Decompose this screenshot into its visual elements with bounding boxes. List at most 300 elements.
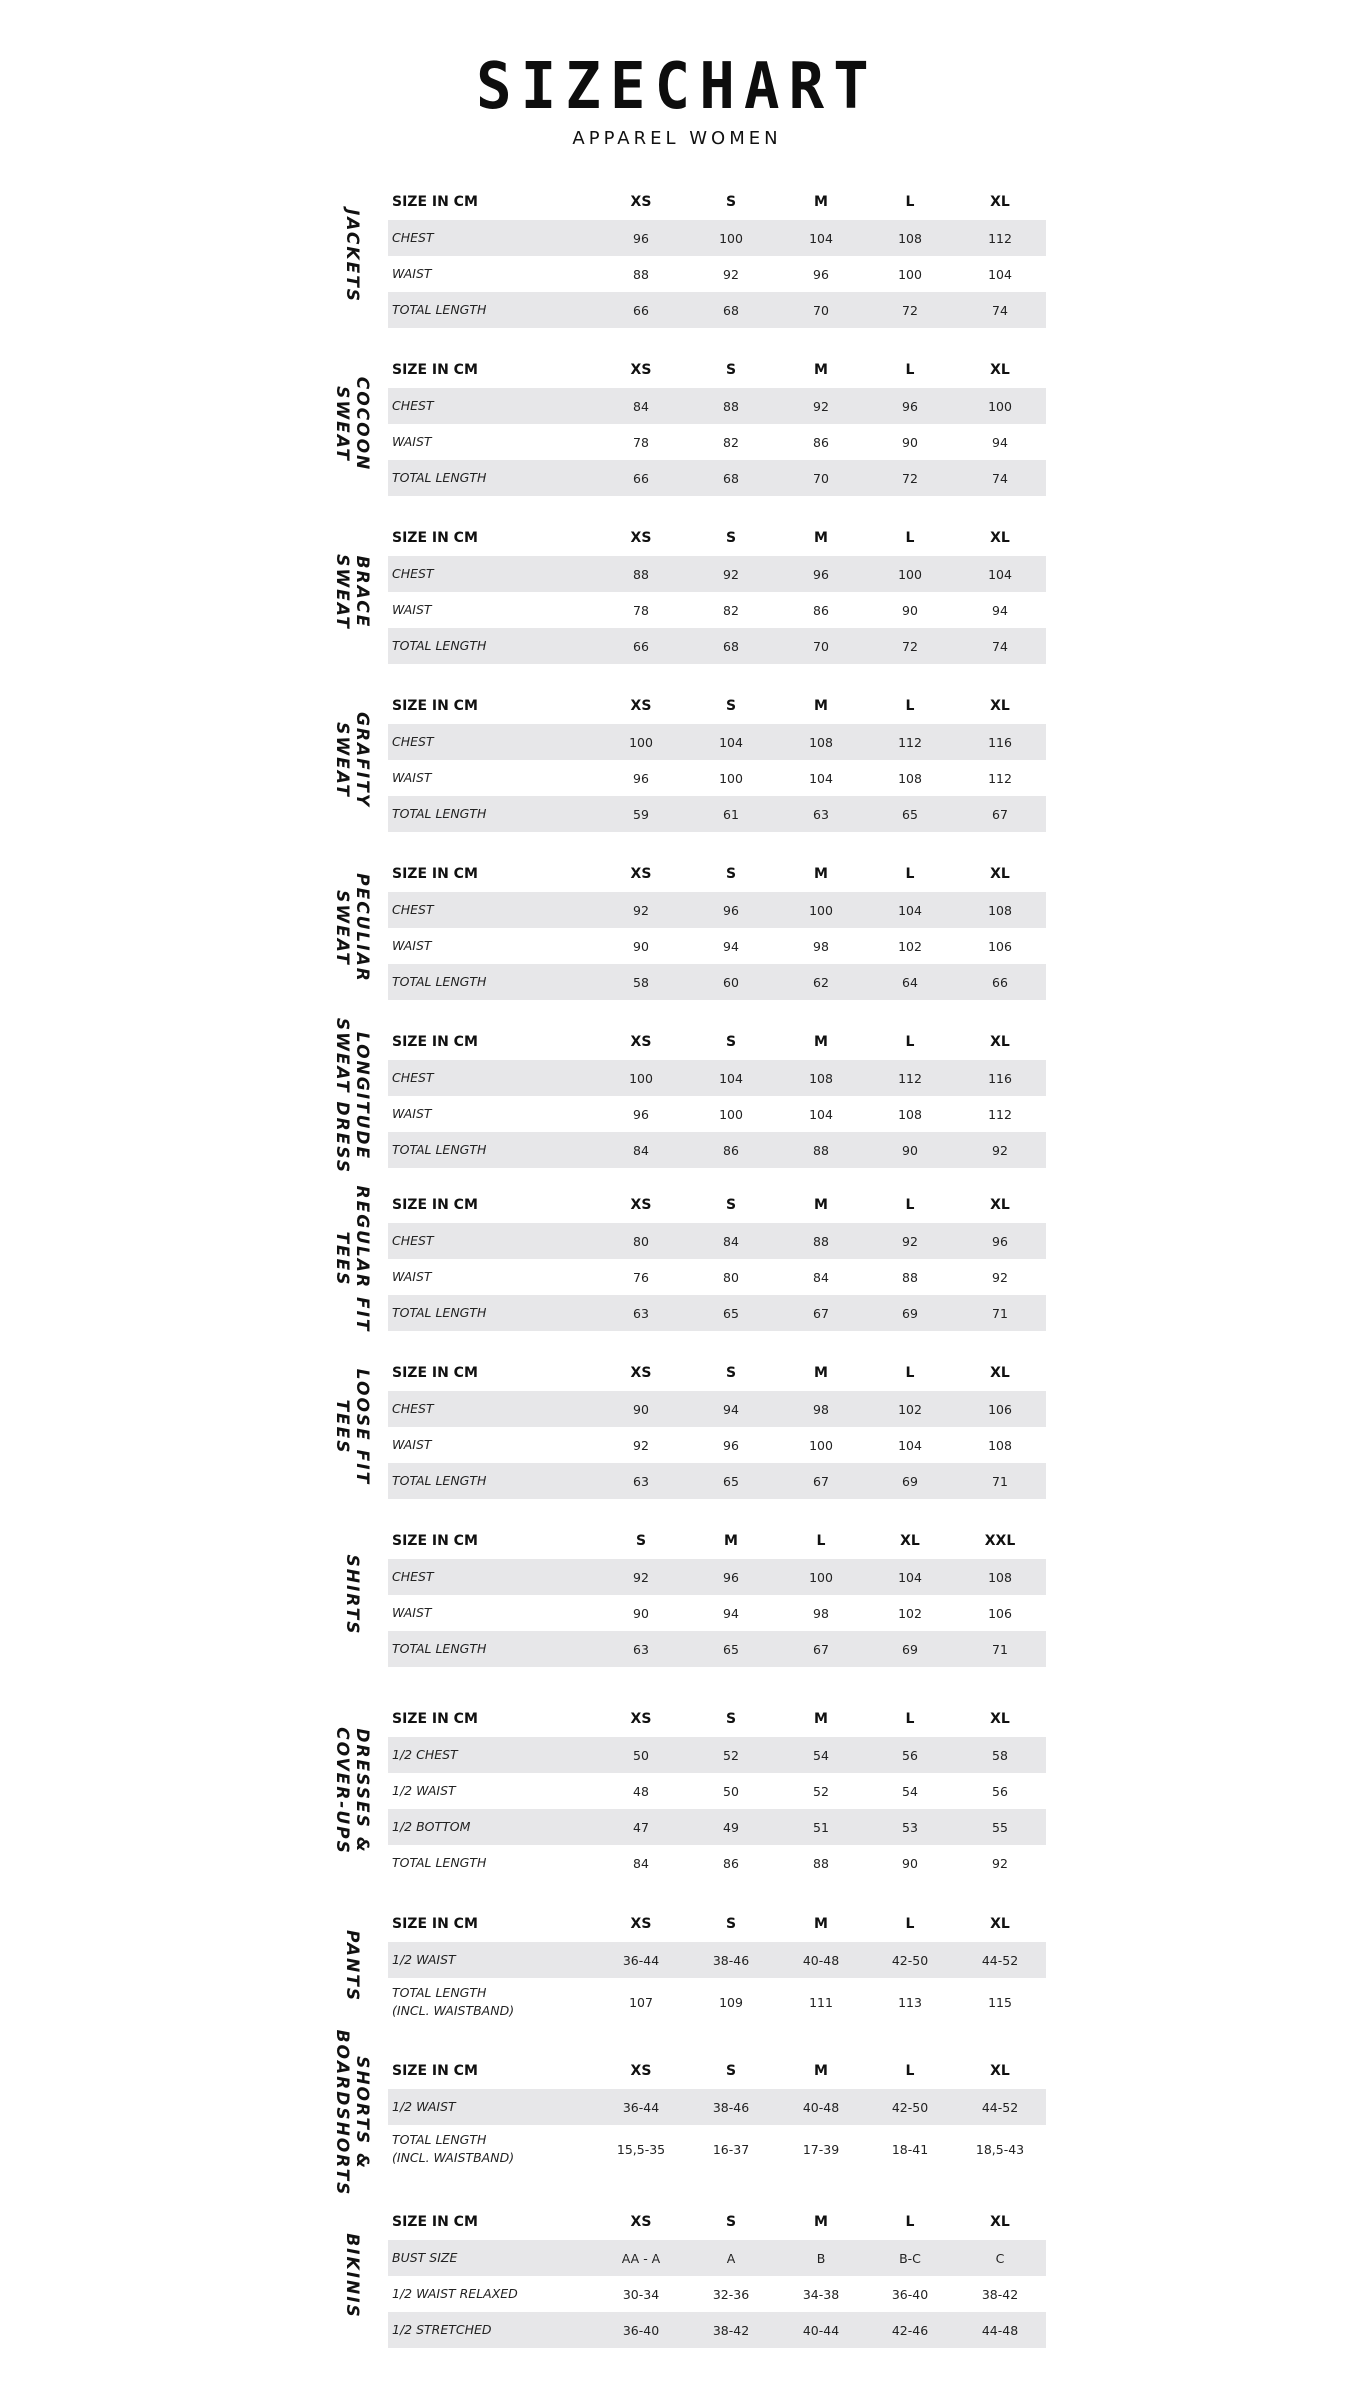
measurement-value: 100 xyxy=(898,266,922,282)
size-table xyxy=(388,520,1046,664)
measurement-value: 36-40 xyxy=(622,2322,660,2338)
measurement-label-line: BUST SIZE xyxy=(392,2250,458,2265)
measurement-value: 65 xyxy=(723,1473,739,1489)
measurement-value: 47 xyxy=(633,1819,649,1835)
header-size-cell: M xyxy=(814,362,828,378)
table-row xyxy=(388,1391,1046,1427)
page-header xyxy=(0,52,1354,149)
header-size-in-cm: SIZE IN CM xyxy=(392,1533,478,1549)
header-size-cell: S xyxy=(725,1365,737,1381)
measurement-value: 58 xyxy=(633,974,649,990)
measurement-label xyxy=(392,1809,470,1845)
measurement-value: 48 xyxy=(633,1783,649,1799)
measurement-value: 106 xyxy=(988,1605,1012,1621)
measurement-value: 72 xyxy=(902,302,918,318)
measurement-value: 96 xyxy=(992,1233,1008,1249)
header-size-cell: S xyxy=(725,194,737,210)
measurement-value: 68 xyxy=(723,638,739,654)
measurement-label-line: (INCL. WAISTBAND) xyxy=(392,2150,515,2165)
measurement-value: 94 xyxy=(723,938,739,954)
measurement-value: 53 xyxy=(902,1819,918,1835)
category-label-text xyxy=(332,554,372,630)
header-size-in-cm: SIZE IN CM xyxy=(392,1197,478,1213)
measurement-value: 90 xyxy=(902,1855,918,1871)
category-label xyxy=(320,1017,384,1175)
header-size-cell: XS xyxy=(630,2214,652,2230)
header-size-cell: XS xyxy=(630,1711,652,1727)
category-label-text xyxy=(342,1555,362,1636)
category-label-text xyxy=(332,1018,372,1174)
measurement-label xyxy=(392,1259,432,1295)
size-table xyxy=(388,1906,1046,2026)
size-table xyxy=(388,184,1046,328)
measurement-label xyxy=(392,2240,457,2276)
measurement-value: 68 xyxy=(723,302,739,318)
header-size-cell: XL xyxy=(990,1711,1010,1727)
size-section xyxy=(320,2029,1046,2197)
table-header-row xyxy=(388,1355,1046,1391)
measurement-label-line: TOTAL LENGTH xyxy=(392,638,487,653)
size-section xyxy=(320,184,1046,328)
size-table xyxy=(388,1187,1046,1331)
measurement-value: 96 xyxy=(723,902,739,918)
measurement-value: 100 xyxy=(719,1106,743,1122)
measurement-label xyxy=(392,796,486,832)
measurement-label-line: CHEST xyxy=(392,1233,434,1248)
table-row xyxy=(388,1559,1046,1595)
measurement-label-line: WAIST xyxy=(392,770,432,785)
measurement-label xyxy=(392,1631,486,1667)
category-label xyxy=(320,2204,384,2348)
measurement-value: 84 xyxy=(633,1855,649,1871)
measurement-value: 70 xyxy=(813,470,829,486)
measurement-label-line: 1/2 WAIST xyxy=(392,1783,456,1798)
header-size-cell: S xyxy=(725,1711,737,1727)
category-label-text xyxy=(332,1186,372,1333)
size-section xyxy=(320,1523,1046,1667)
measurement-value: 63 xyxy=(633,1305,649,1321)
measurement-value: 108 xyxy=(898,230,922,246)
category-label xyxy=(320,184,384,328)
measurement-value: 108 xyxy=(809,1070,833,1086)
table-row xyxy=(388,2312,1046,2348)
measurement-value: 90 xyxy=(633,938,649,954)
category-label-text xyxy=(342,209,362,303)
category-label-line: SWEAT xyxy=(332,386,352,462)
measurement-label-line: WAIST xyxy=(392,1269,432,1284)
table-header-row xyxy=(388,1906,1046,1942)
measurement-label xyxy=(392,592,432,628)
measurement-value: 84 xyxy=(633,398,649,414)
header-size-in-cm: SIZE IN CM xyxy=(392,2214,478,2230)
measurement-value: 104 xyxy=(809,1106,833,1122)
measurement-value: 42-50 xyxy=(891,2099,929,2115)
header-size-cell: XL xyxy=(990,362,1010,378)
page-title: SIZECHART xyxy=(476,50,878,124)
measurement-value: 108 xyxy=(988,1437,1012,1453)
measurement-label xyxy=(392,1295,486,1331)
measurement-value: A xyxy=(726,2250,736,2266)
measurement-value: 111 xyxy=(809,1994,833,2010)
category-label-line: SHIRTS xyxy=(342,1554,362,1636)
size-section xyxy=(320,688,1046,832)
measurement-value: 49 xyxy=(723,1819,739,1835)
measurement-label xyxy=(392,424,432,460)
measurement-label xyxy=(392,628,486,664)
header-size-cell: L xyxy=(905,1365,915,1381)
measurement-value: 74 xyxy=(992,302,1008,318)
header-size-cell: L xyxy=(905,1034,915,1050)
measurement-value: 108 xyxy=(898,1106,922,1122)
table-row xyxy=(388,292,1046,328)
header-size-cell: XS xyxy=(630,866,652,882)
measurement-value: 40-48 xyxy=(802,2099,840,2115)
measurement-label-line: WAIST xyxy=(392,1106,432,1121)
measurement-value: 90 xyxy=(633,1605,649,1621)
measurement-value: 100 xyxy=(809,1569,833,1585)
table-header-row xyxy=(388,1701,1046,1737)
measurement-value: 38-42 xyxy=(712,2322,750,2338)
measurement-label-line: TOTAL LENGTH xyxy=(392,806,487,821)
header-size-in-cm: SIZE IN CM xyxy=(392,362,478,378)
measurement-label xyxy=(392,1096,432,1132)
table-row xyxy=(388,928,1046,964)
measurement-value: 100 xyxy=(809,1437,833,1453)
measurement-value: 17-39 xyxy=(802,2141,840,2157)
measurement-value: 44-48 xyxy=(981,2322,1019,2338)
header-size-cell: M xyxy=(814,1034,828,1050)
measurement-label xyxy=(392,2125,514,2173)
header-size-cell: S xyxy=(725,866,737,882)
measurement-label-line: TOTAL LENGTH xyxy=(392,302,487,317)
measurement-label xyxy=(392,2312,492,2348)
category-label-line: COVER-UPS xyxy=(332,1727,352,1855)
size-table xyxy=(388,1523,1046,1667)
measurement-value: 66 xyxy=(633,470,649,486)
measurement-value: 40-48 xyxy=(802,1952,840,1968)
size-table xyxy=(388,1701,1046,1881)
measurement-value: 98 xyxy=(813,1401,829,1417)
header-size-cell: XS xyxy=(630,362,652,378)
measurement-label-line: TOTAL LENGTH xyxy=(392,1985,487,2000)
header-size-cell: M xyxy=(814,2063,828,2079)
measurement-value: 107 xyxy=(629,1994,653,2010)
table-row xyxy=(388,1132,1046,1168)
category-label xyxy=(320,1906,384,2026)
measurement-value: 100 xyxy=(988,398,1012,414)
measurement-value: 100 xyxy=(629,1070,653,1086)
category-label-line: PECULIAR xyxy=(352,873,372,983)
table-header-row xyxy=(388,1523,1046,1559)
measurement-label-line: TOTAL LENGTH xyxy=(392,2132,487,2147)
measurement-value: 104 xyxy=(988,566,1012,582)
table-header-row xyxy=(388,520,1046,556)
measurement-value: 68 xyxy=(723,470,739,486)
table-row xyxy=(388,220,1046,256)
measurement-value: 96 xyxy=(723,1569,739,1585)
measurement-value: 54 xyxy=(813,1747,829,1763)
size-section xyxy=(320,856,1046,1000)
measurement-value: 30-34 xyxy=(622,2286,660,2302)
measurement-value: 36-44 xyxy=(622,2099,660,2115)
measurement-value: 38-46 xyxy=(712,2099,750,2115)
size-table xyxy=(388,856,1046,1000)
header-size-cell: L xyxy=(905,1711,915,1727)
category-label xyxy=(320,856,384,1000)
table-row xyxy=(388,1773,1046,1809)
header-size-in-cm: SIZE IN CM xyxy=(392,866,478,882)
measurement-value: 44-52 xyxy=(981,2099,1019,2115)
measurement-value: 100 xyxy=(898,566,922,582)
measurement-value: 102 xyxy=(898,1401,922,1417)
measurement-label-line: TOTAL LENGTH xyxy=(392,1641,487,1656)
measurement-label-line: 1/2 WAIST xyxy=(392,2099,456,2114)
measurement-label-line: WAIST xyxy=(392,938,432,953)
measurement-value: 18-41 xyxy=(891,2141,929,2157)
measurement-value: 36-40 xyxy=(891,2286,929,2302)
measurement-value: 42-46 xyxy=(891,2322,929,2338)
measurement-value: 66 xyxy=(633,638,649,654)
measurement-value: 69 xyxy=(902,1305,918,1321)
measurement-label-line: TOTAL LENGTH xyxy=(392,1855,487,1870)
measurement-value: 104 xyxy=(719,734,743,750)
measurement-value: 56 xyxy=(992,1783,1008,1799)
header-size-cell: XL xyxy=(990,1197,1010,1213)
table-row xyxy=(388,796,1046,832)
category-label-line: TEES xyxy=(332,1399,352,1455)
measurement-label xyxy=(392,1427,432,1463)
measurement-value: B xyxy=(816,2250,826,2266)
measurement-label xyxy=(392,556,434,592)
measurement-value: 44-52 xyxy=(981,1952,1019,1968)
measurement-value: 86 xyxy=(813,602,829,618)
header-size-cell: M xyxy=(814,2214,828,2230)
measurement-value: 92 xyxy=(813,398,829,414)
size-section xyxy=(320,1017,1046,1175)
measurement-label xyxy=(392,964,486,1000)
measurement-value: 88 xyxy=(633,266,649,282)
measurement-label-line: TOTAL LENGTH xyxy=(392,470,487,485)
measurement-value: 96 xyxy=(633,230,649,246)
measurement-value: 104 xyxy=(898,1569,922,1585)
table-row xyxy=(388,1978,1046,2026)
measurement-value: 92 xyxy=(633,1437,649,1453)
measurement-label xyxy=(392,1737,458,1773)
measurement-label-line: 1/2 WAIST xyxy=(392,1952,456,1967)
category-label-line: SWEAT xyxy=(332,554,352,630)
measurement-label xyxy=(392,1559,434,1595)
measurement-value: 54 xyxy=(902,1783,918,1799)
header-size-cell: XL xyxy=(990,2214,1010,2230)
measurement-label-line: WAIST xyxy=(392,434,432,449)
measurement-value: 96 xyxy=(813,566,829,582)
table-row xyxy=(388,1942,1046,1978)
category-label-text xyxy=(332,377,372,472)
measurement-value: 42-50 xyxy=(891,1952,929,1968)
table-header-row xyxy=(388,2204,1046,2240)
table-row xyxy=(388,964,1046,1000)
page-subtitle: APPAREL WOMEN xyxy=(572,128,782,149)
header-size-cell: XS xyxy=(630,530,652,546)
measurement-label-line: CHEST xyxy=(392,230,434,245)
measurement-label-line: WAIST xyxy=(392,266,432,281)
table-header-row xyxy=(388,1024,1046,1060)
table-header-row xyxy=(388,2053,1046,2089)
measurement-value: 94 xyxy=(992,434,1008,450)
measurement-value: 108 xyxy=(898,770,922,786)
measurement-label xyxy=(392,460,486,496)
table-row xyxy=(388,1845,1046,1881)
table-row xyxy=(388,1060,1046,1096)
measurement-value: 104 xyxy=(898,902,922,918)
header-size-cell: XL xyxy=(990,1034,1010,1050)
measurement-value: 82 xyxy=(723,602,739,618)
measurement-label-line: TOTAL LENGTH xyxy=(392,1473,487,1488)
category-label xyxy=(320,2029,384,2197)
measurement-label xyxy=(392,1845,486,1881)
measurement-value: 90 xyxy=(902,434,918,450)
measurement-value: 74 xyxy=(992,638,1008,654)
header-size-cell: S xyxy=(725,698,737,714)
measurement-value: 112 xyxy=(898,734,922,750)
size-section xyxy=(320,1187,1046,1331)
measurement-value: 104 xyxy=(809,230,833,246)
table-row xyxy=(388,892,1046,928)
measurement-value: 96 xyxy=(633,1106,649,1122)
header-size-cell: XS xyxy=(630,1365,652,1381)
table-header-row xyxy=(388,856,1046,892)
measurement-value: 40-44 xyxy=(802,2322,840,2338)
table-row xyxy=(388,1096,1046,1132)
measurement-value: 65 xyxy=(723,1641,739,1657)
header-size-in-cm: SIZE IN CM xyxy=(392,1711,478,1727)
measurement-value: 69 xyxy=(902,1641,918,1657)
measurement-value: 82 xyxy=(723,434,739,450)
measurement-value: 69 xyxy=(902,1473,918,1489)
measurement-label xyxy=(392,1132,486,1168)
table-row xyxy=(388,2089,1046,2125)
header-size-cell: M xyxy=(814,1711,828,1727)
header-size-in-cm: SIZE IN CM xyxy=(392,1034,478,1050)
size-section xyxy=(320,1906,1046,2026)
measurement-value: 104 xyxy=(809,770,833,786)
table-row xyxy=(388,424,1046,460)
table-row xyxy=(388,2240,1046,2276)
measurement-label-line: (INCL. WAISTBAND) xyxy=(392,2003,515,2018)
header-size-cell: XS xyxy=(630,2063,652,2079)
measurement-label-line: WAIST xyxy=(392,602,432,617)
measurement-label-line: CHEST xyxy=(392,734,434,749)
measurement-value: 16-37 xyxy=(712,2141,750,2157)
header-size-cell: S xyxy=(725,1197,737,1213)
measurement-value: 98 xyxy=(813,1605,829,1621)
measurement-label xyxy=(392,1391,434,1427)
measurement-value: 100 xyxy=(629,734,653,750)
measurement-value: 100 xyxy=(719,230,743,246)
table-row xyxy=(388,1295,1046,1331)
size-section xyxy=(320,352,1046,496)
measurement-label-line: 1/2 STRETCHED xyxy=(392,2322,492,2337)
measurement-value: 109 xyxy=(719,1994,743,2010)
measurement-value: 92 xyxy=(992,1269,1008,1285)
category-label-line: BIKINIS xyxy=(342,2233,362,2319)
category-label-line: SWEAT DRESS xyxy=(332,1017,352,1175)
measurement-value: 84 xyxy=(813,1269,829,1285)
measurement-value: 112 xyxy=(898,1070,922,1086)
header-size-cell: L xyxy=(905,362,915,378)
category-label-text xyxy=(342,1930,362,2002)
size-table xyxy=(388,688,1046,832)
measurement-value: 94 xyxy=(992,602,1008,618)
category-label-text xyxy=(332,1369,372,1485)
measurement-value: 38-42 xyxy=(981,2286,1019,2302)
measurement-value: 96 xyxy=(633,770,649,786)
header-size-cell: S xyxy=(725,1916,737,1932)
category-label xyxy=(320,688,384,832)
category-label-line: BOARDSHORTS xyxy=(332,2029,352,2197)
table-row xyxy=(388,556,1046,592)
measurement-value: 86 xyxy=(723,1855,739,1871)
header-size-cell: M xyxy=(724,1533,738,1549)
header-size-cell: XL xyxy=(990,194,1010,210)
measurement-value: 63 xyxy=(633,1473,649,1489)
measurement-value: 56 xyxy=(902,1747,918,1763)
measurement-value: 50 xyxy=(723,1783,739,1799)
measurement-value: 71 xyxy=(992,1473,1008,1489)
measurement-label xyxy=(392,2276,518,2312)
measurement-label xyxy=(392,1223,434,1259)
measurement-value: 100 xyxy=(809,902,833,918)
category-label xyxy=(320,520,384,664)
header-size-cell: XL xyxy=(990,1916,1010,1932)
category-label-line: JACKETS xyxy=(342,208,362,304)
category-label xyxy=(320,1355,384,1499)
category-label xyxy=(320,1523,384,1667)
header-size-cell: XL xyxy=(900,1533,920,1549)
header-size-in-cm: SIZE IN CM xyxy=(392,698,478,714)
size-table xyxy=(388,352,1046,496)
header-size-cell: XL xyxy=(990,698,1010,714)
category-label-line: LOOSE FIT xyxy=(352,1368,372,1486)
header-size-cell: S xyxy=(725,1034,737,1050)
measurement-value: 64 xyxy=(902,974,918,990)
size-table xyxy=(388,2053,1046,2173)
table-row xyxy=(388,592,1046,628)
header-size-in-cm: SIZE IN CM xyxy=(392,1916,478,1932)
measurement-label-line: TOTAL LENGTH xyxy=(392,1142,487,1157)
header-size-in-cm: SIZE IN CM xyxy=(392,530,478,546)
measurement-value: 80 xyxy=(723,1269,739,1285)
category-label-text xyxy=(342,2233,362,2319)
measurement-value: 108 xyxy=(809,734,833,750)
measurement-value: 92 xyxy=(633,902,649,918)
measurement-value: 100 xyxy=(719,770,743,786)
measurement-label-line: WAIST xyxy=(392,1437,432,1452)
category-label xyxy=(320,1701,384,1881)
table-row xyxy=(388,2276,1046,2312)
category-label-line: LONGITUDE xyxy=(352,1031,372,1161)
measurement-value: 92 xyxy=(992,1855,1008,1871)
measurement-label-line: CHEST xyxy=(392,398,434,413)
measurement-value: 98 xyxy=(813,938,829,954)
header-size-cell: XS xyxy=(630,698,652,714)
measurement-value: 90 xyxy=(902,1142,918,1158)
measurement-label-line: CHEST xyxy=(392,1401,434,1416)
measurement-label-line: 1/2 CHEST xyxy=(392,1747,458,1762)
measurement-value: 108 xyxy=(988,1569,1012,1585)
measurement-value: 112 xyxy=(988,1106,1012,1122)
measurement-value: 72 xyxy=(902,638,918,654)
